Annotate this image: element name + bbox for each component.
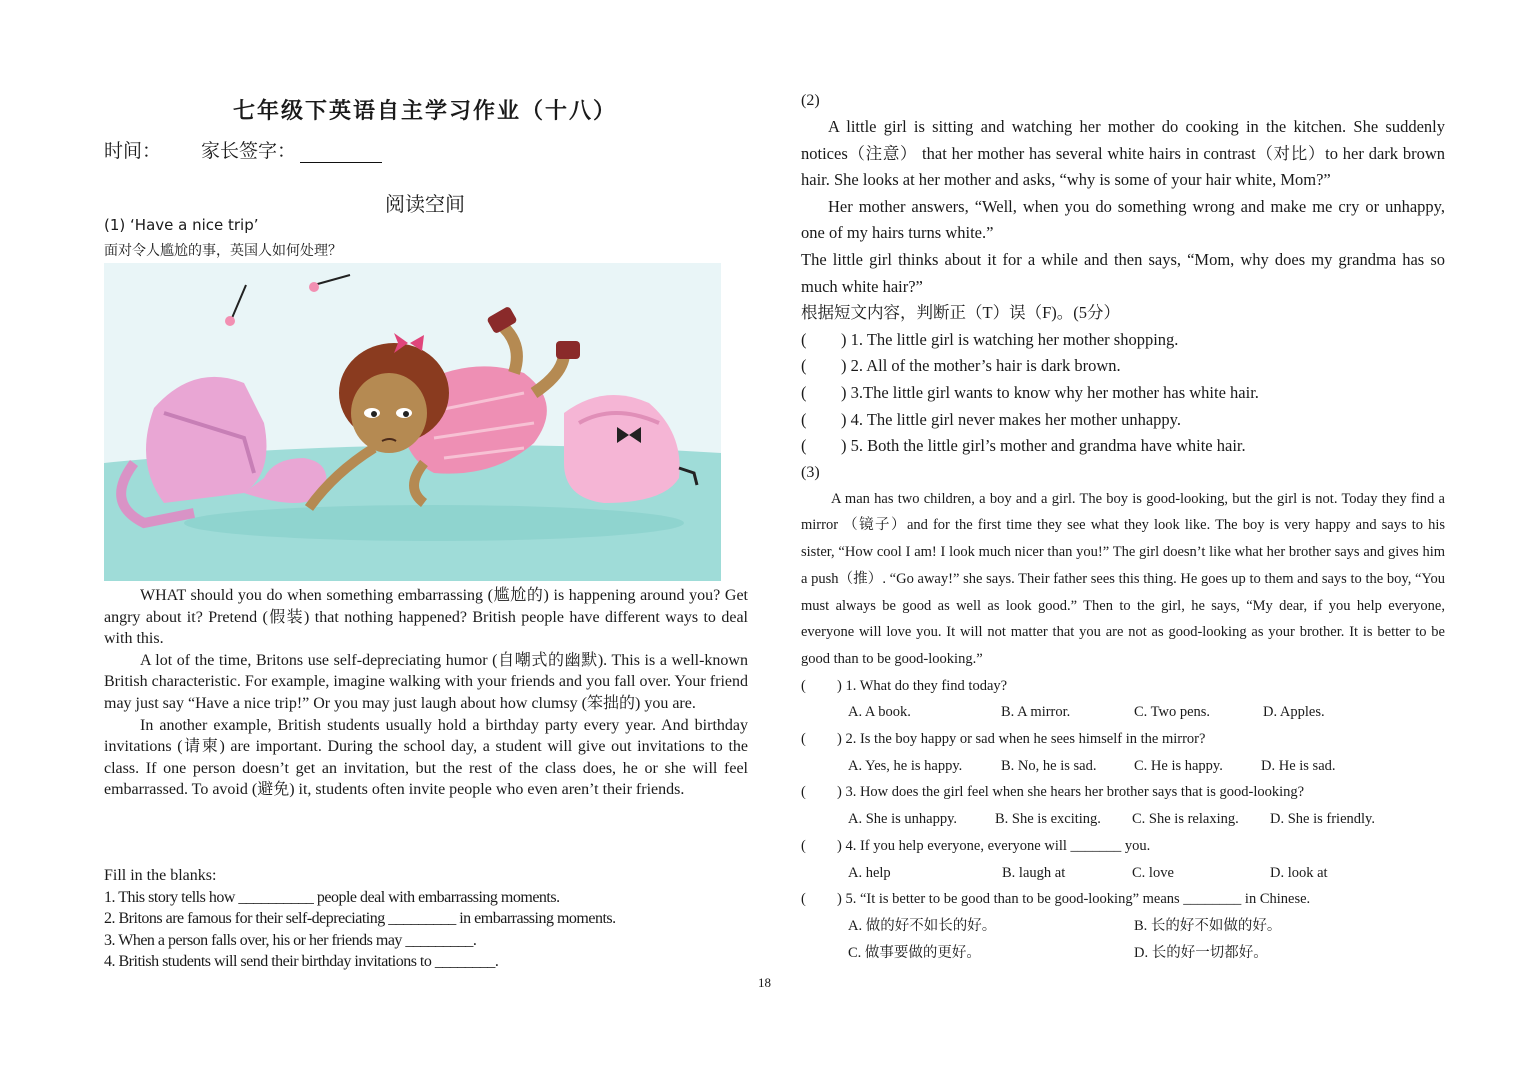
mc-option[interactable]: D. She is friendly.	[1270, 811, 1375, 828]
motion-dot	[225, 316, 235, 326]
mc-question: ( ) 1. What do they find today?	[801, 673, 1445, 700]
answer-blank[interactable]: (	[801, 837, 806, 854]
answer-blank[interactable]: (	[801, 731, 806, 748]
mc-option[interactable]: B. 长的好不如做的好。	[1134, 917, 1282, 934]
story-paragraph: In another example, British students usually hold a birthday party every year. And birthday invitations (请柬) are important. During the school day, a student will give out invitations to the class. If one person doesn’t get an invitation, but the rest of the class does, he or she will feel embarrassed. To avoid (避免) it, students often invite people who even aren’t their friends.	[104, 716, 748, 799]
part2-number: (2)	[801, 92, 820, 109]
mc-option[interactable]: A. A book.	[848, 704, 911, 721]
part2-paragraph: Her mother answers, “Well, when you do something wrong and make me cry or unhappy, one of my hairs turns white.”	[801, 196, 1445, 243]
fill-item: 2. Britons are famous for their self-depreciating _________ in embarrassing moments.	[104, 910, 616, 928]
story-title: (1) ‘Have a nice trip’	[104, 216, 259, 234]
part2-paragraph: A little girl is sitting and watching her mother do cooking in the kitchen. She suddenly notices（注意） that her mother has several white hairs in contrast（对比）to her dark brown hair. She looks at her mother and asks, “why is some of your hair white, Mom?”	[801, 117, 1445, 190]
signature-line	[300, 144, 382, 163]
mc-options	[801, 753, 1445, 780]
tf-item: ( ) 3.The little girl wants to know why her mother has white hair.	[801, 380, 1445, 407]
part2-paragraph: The little girl thinks about it for a while and then says, “Mom, why does my grandma has so much white hair?”	[801, 249, 1445, 296]
part3-paragraph: A man has two children, a boy and a girl. The boy is good-looking, but the girl is not. Today they find a mirror （镜子）and for the first time they see what they look like. The boy is very happy and says to his sister, “How cool I am! I look much nicer than you!” The girl doesn’t like what her brother says and gives him a push（推）. “Go away!” she says. Their father sees this thing. He goes up to them and says to the boy, “You must always be good as well as look good.” Then to the girl, he says, “My dear, if you help everyone, everyone will love you. It will not matter that you are not as good-looking as your brother. It is better to be good than to be good-looking.”	[801, 490, 1445, 667]
mc-option[interactable]: C. She is relaxing.	[1132, 811, 1239, 828]
mc-option[interactable]: C. He is happy.	[1134, 757, 1223, 774]
answer-blank[interactable]: (	[801, 329, 807, 349]
girl-face	[351, 373, 427, 453]
tf-item: ( ) 1. The little girl is watching her mother shopping.	[801, 327, 1445, 354]
fill-item: 3. When a person falls over, his or her friends may _________.	[104, 931, 477, 949]
mc-options	[801, 940, 1445, 967]
mc-options	[801, 699, 1445, 726]
mc-option[interactable]: C. Two pens.	[1134, 704, 1211, 721]
fill-in-blanks	[104, 865, 764, 973]
answer-blank[interactable]: (	[801, 382, 807, 402]
time-label: 时间：	[104, 141, 162, 162]
fill-item: 4. British students will send their birthday invitations to ________.	[104, 953, 499, 971]
part3-number: (3)	[801, 463, 820, 481]
story-paragraph: WHAT should you do when something embarrassing (尴尬的) is happening around you? Get angry about it? Pretend (假装) that nothing happened? British people have different ways to deal with this.	[104, 587, 748, 648]
girl-shoe	[556, 341, 580, 359]
mc-option[interactable]: A. Yes, he is happy.	[848, 757, 963, 774]
part2-instruction: 根据短文内容，判断正（T）误（F)。(5分）	[801, 303, 1120, 323]
mc-option[interactable]: D. look at	[1270, 864, 1328, 881]
mc-option[interactable]: C. 做事要做的更好。	[848, 944, 981, 961]
fill-item: 1. This story tells how __________ people deal with embarrassing moments.	[104, 888, 560, 906]
tf-item: ( ) 5. Both the little girl’s mother and grandma have white hair.	[801, 433, 1445, 460]
answer-blank[interactable]: (	[801, 677, 806, 694]
story-paragraph: A lot of the time, Britons use self-depreciating humor (自嘲式的幽默). This is a well-known British characteristic. For example, imagine walking with your friends and you fall over. Your friend may just say “Have a nice trip!” Or you may just laugh about how clumsy (笨拙的) you are.	[104, 651, 748, 712]
intro-question: 面对令人尴尬的事，英国人如何处理？	[104, 244, 342, 259]
mc-option[interactable]: D. He is sad.	[1261, 757, 1336, 774]
mc-option[interactable]: B. She is exciting.	[995, 811, 1101, 828]
mc-question: ( ) 4. If you help everyone, everyone will _______ you.	[801, 833, 1445, 860]
mc-options	[801, 806, 1445, 833]
page-number: 18	[758, 975, 771, 990]
page-title: 七年级下英语自主学习作业（十八）	[232, 98, 617, 123]
mc-option[interactable]: D. 长的好一切都好。	[1134, 944, 1268, 961]
part3-passage	[801, 486, 1445, 673]
answer-blank[interactable]: (	[801, 436, 807, 456]
mc-option[interactable]: B. A mirror.	[1001, 704, 1071, 721]
tf-item: ( ) 2. All of the mother’s hair is dark brown.	[801, 353, 1445, 380]
mc-question: ( ) 2. Is the boy happy or sad when he sees himself in the mirror?	[801, 726, 1445, 753]
mc-option[interactable]: A. help	[848, 864, 891, 881]
mc-option[interactable]: D. Apples.	[1263, 704, 1325, 721]
motion-dot	[309, 282, 319, 292]
floor-shadow	[184, 505, 684, 541]
tf-item: ( ) 4. The little girl never makes her mother unhappy.	[801, 407, 1445, 434]
mc-option[interactable]: B. No, he is sad.	[1001, 757, 1097, 774]
mc-question: ( ) 5. “It is better to be good than to be good-looking” means ________ in Chinese.	[801, 886, 1445, 913]
part2-passage	[801, 114, 1445, 327]
mc-options	[801, 860, 1445, 887]
right-column	[801, 88, 1445, 966]
header-meta	[104, 136, 382, 163]
mc-option[interactable]: C. love	[1132, 864, 1174, 881]
mc-question: ( ) 3. How does the girl feel when she hears her brother says that is good-looking?	[801, 779, 1445, 806]
illustration-girl-tripping	[104, 263, 721, 581]
mc-option[interactable]: A. She is unhappy.	[848, 811, 958, 828]
signature-label: 家长签字：	[201, 141, 297, 162]
mc-option[interactable]: A. 做的好不如长的好。	[848, 917, 997, 934]
mc-option[interactable]: B. laugh at	[1002, 864, 1066, 881]
section-heading: 阅读空间	[385, 194, 465, 216]
mc-options	[801, 913, 1445, 940]
fill-heading: Fill in the blanks:	[104, 867, 217, 884]
answer-blank[interactable]: (	[801, 891, 806, 908]
story-text	[104, 585, 748, 801]
answer-blank[interactable]: (	[801, 409, 807, 429]
answer-blank[interactable]: (	[801, 784, 806, 801]
answer-blank[interactable]: (	[801, 356, 807, 376]
